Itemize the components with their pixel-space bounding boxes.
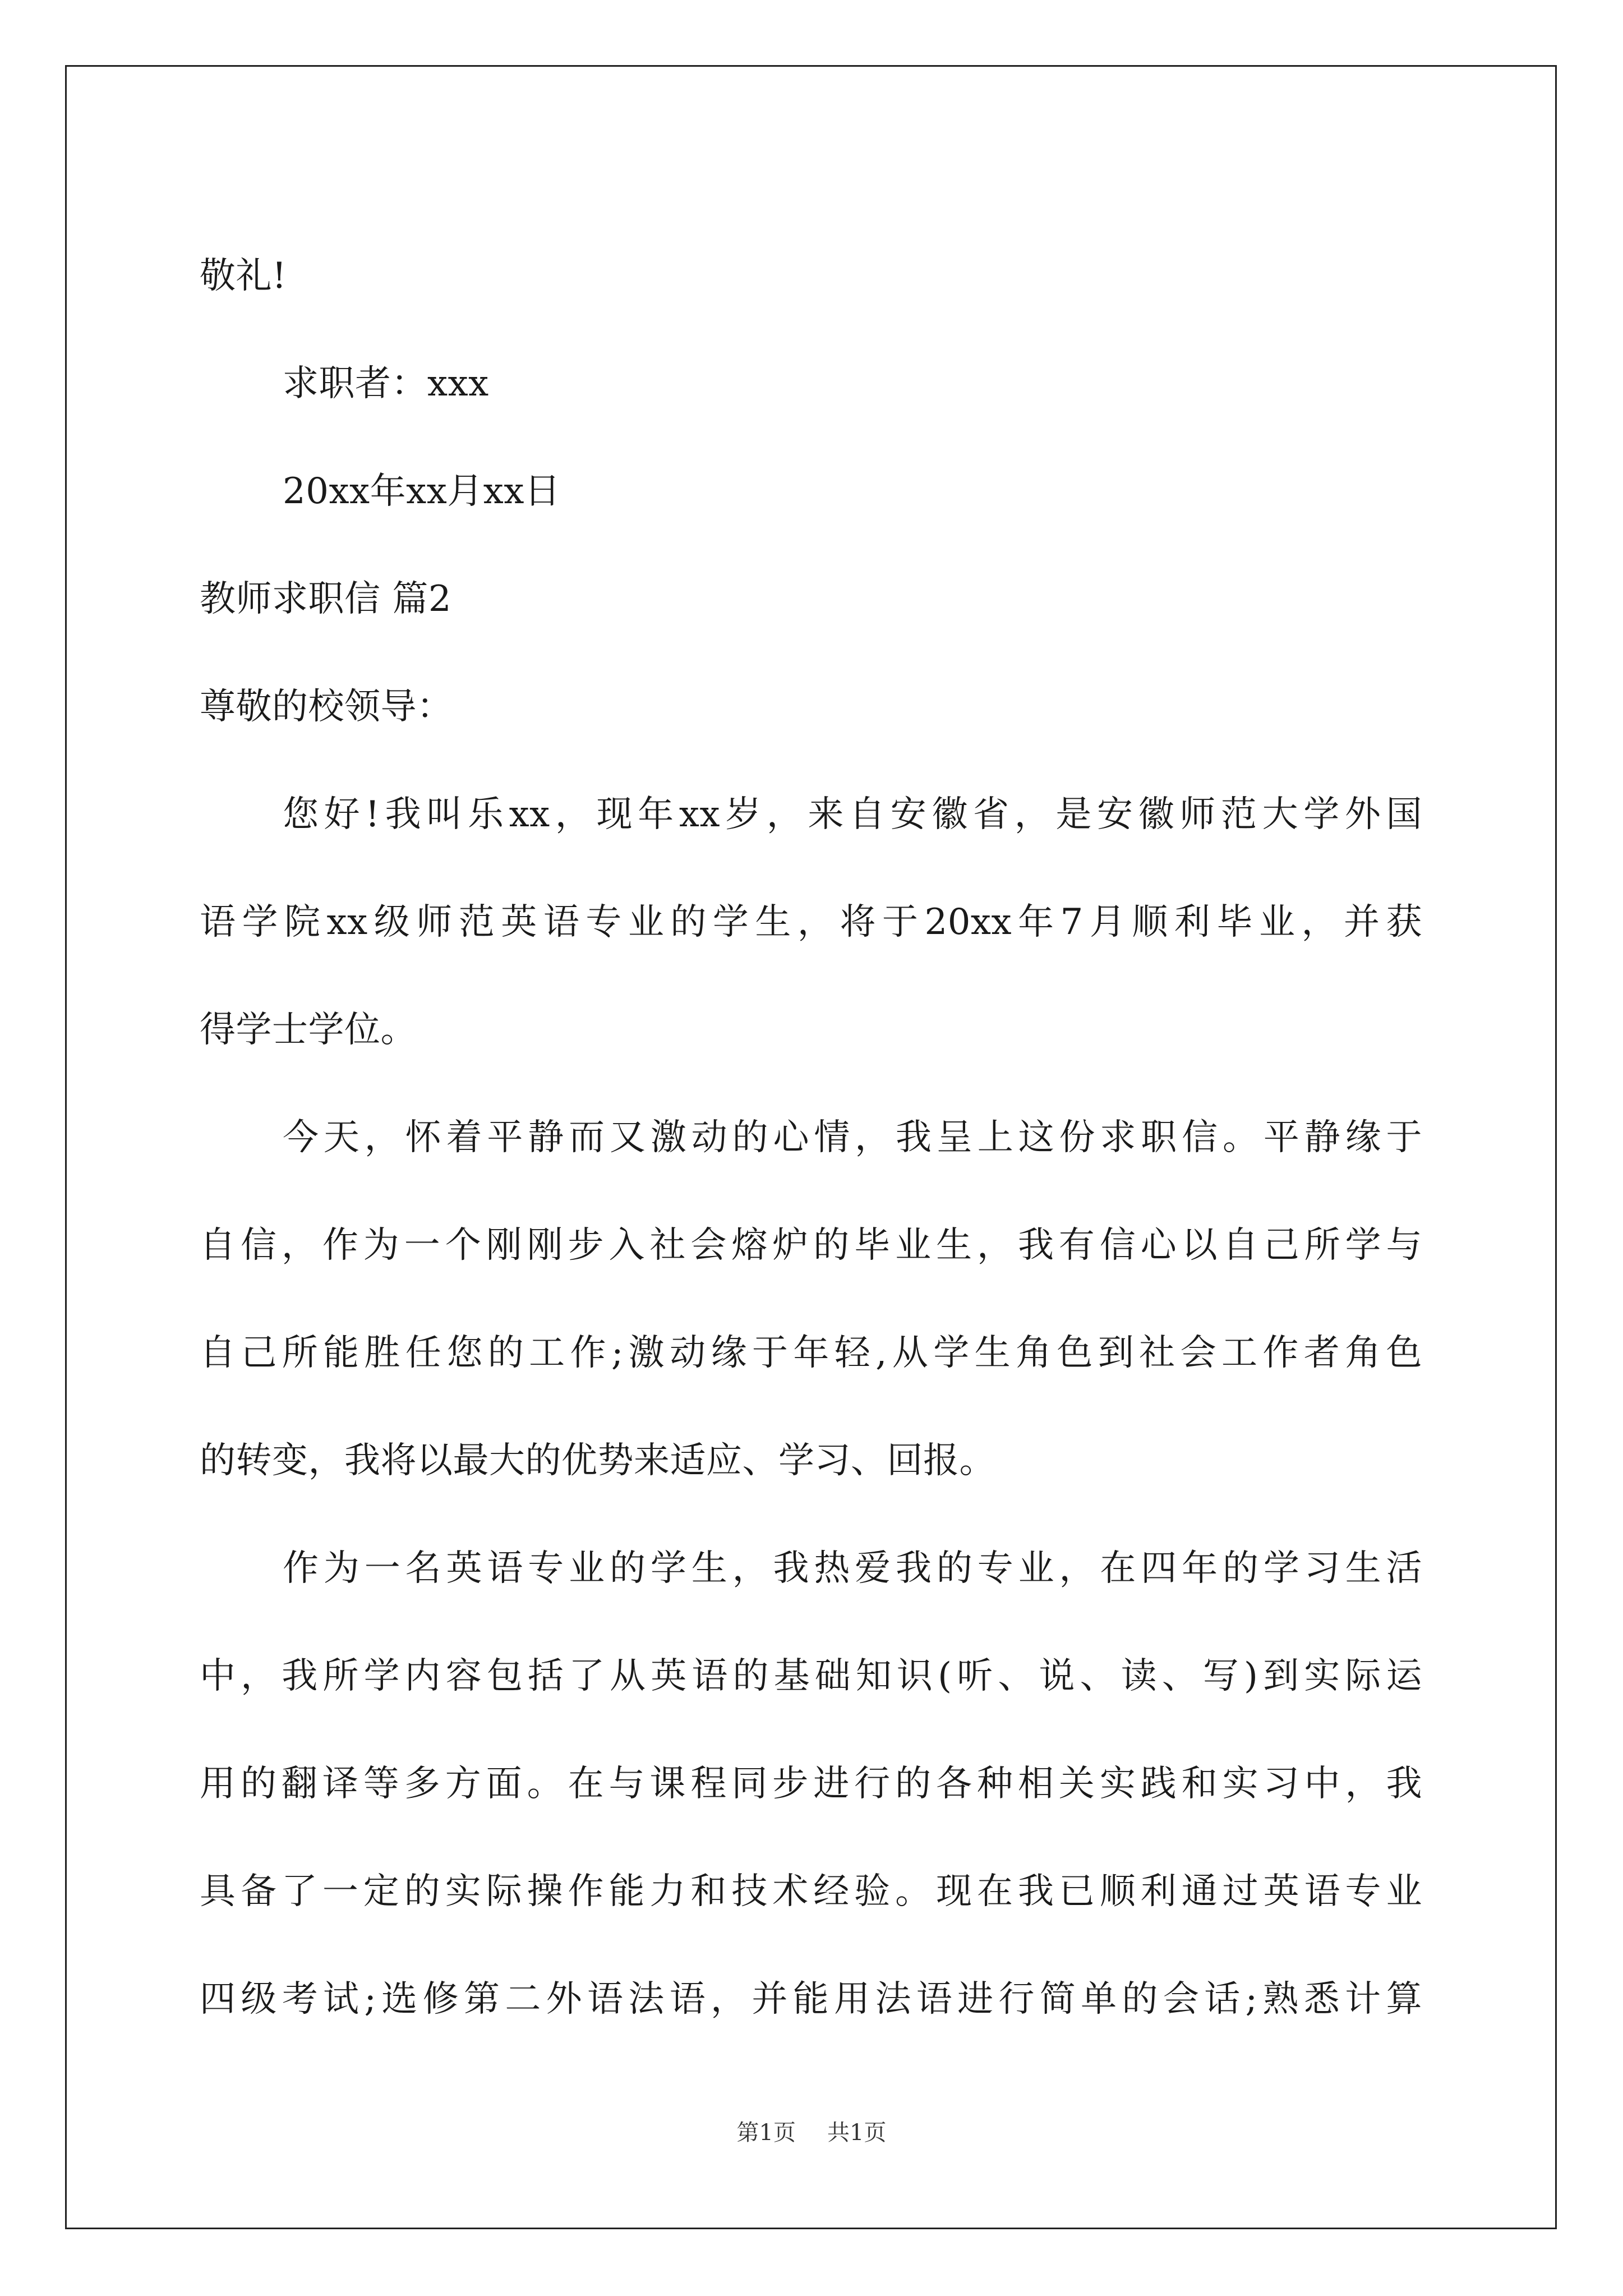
paragraph-line: 自己所能胜任您的工作;激动缘于年轻,从学生角色到社会工作者角色 xyxy=(200,1332,1422,1374)
paragraph-line: 自信，作为一个刚刚步入社会熔炉的毕业生，我有信心以自己所学与 xyxy=(200,1225,1422,1266)
paragraph-line: 作为一名英语专业的学生，我热爱我的专业，在四年的学习生活 xyxy=(283,1548,1422,1589)
letter-greeting: 尊敬的校领导： xyxy=(200,686,453,728)
paragraph-line: 语学院xx级师范英语专业的学生，将于20xx年7月顺利毕业，并获 xyxy=(200,901,1422,943)
page-total: 共1页 xyxy=(827,2120,887,2146)
paragraph-line: 四级考试;选修第二外语法语，并能用法语进行简单的会话;熟悉计算 xyxy=(200,1978,1422,2020)
page-number: 第1页 xyxy=(736,2120,796,2146)
letter-date: 20xx年xx月xx日 xyxy=(283,471,561,512)
paragraph-line: 您好!我叫乐xx，现年xx岁，来自安徽省，是安徽师范大学外国 xyxy=(283,794,1422,835)
paragraph-line: 今天，怀着平静而又激动的心情，我呈上这份求职信。平静缘于 xyxy=(283,1117,1422,1158)
paragraph-line: 得学士学位。 xyxy=(200,1009,417,1051)
applicant-signature: 求职者：xxx xyxy=(283,363,489,404)
paragraph-line: 中，我所学内容包括了从英语的基础知识(听、说、读、写)到实际运 xyxy=(200,1655,1422,1697)
closing-salute: 敬礼! xyxy=(200,255,287,297)
paragraph-line: 具备了一定的实际操作能力和技术经验。现在我已顺利通过英语专业 xyxy=(200,1871,1422,1912)
document-body xyxy=(200,222,1422,2053)
paragraph-line: 用的翻译等多方面。在与课程同步进行的各种相关实践和实习中，我 xyxy=(200,1763,1422,1805)
page-footer xyxy=(0,2115,1623,2147)
paragraph-2 xyxy=(200,1084,1422,1515)
section-heading: 教师求职信 篇2 xyxy=(200,578,452,620)
paragraph-1 xyxy=(200,761,1422,1084)
paragraph-3 xyxy=(200,1515,1422,2053)
paragraph-line: 的转变，我将以最大的优势来适应、学习、回报。 xyxy=(200,1440,995,1481)
